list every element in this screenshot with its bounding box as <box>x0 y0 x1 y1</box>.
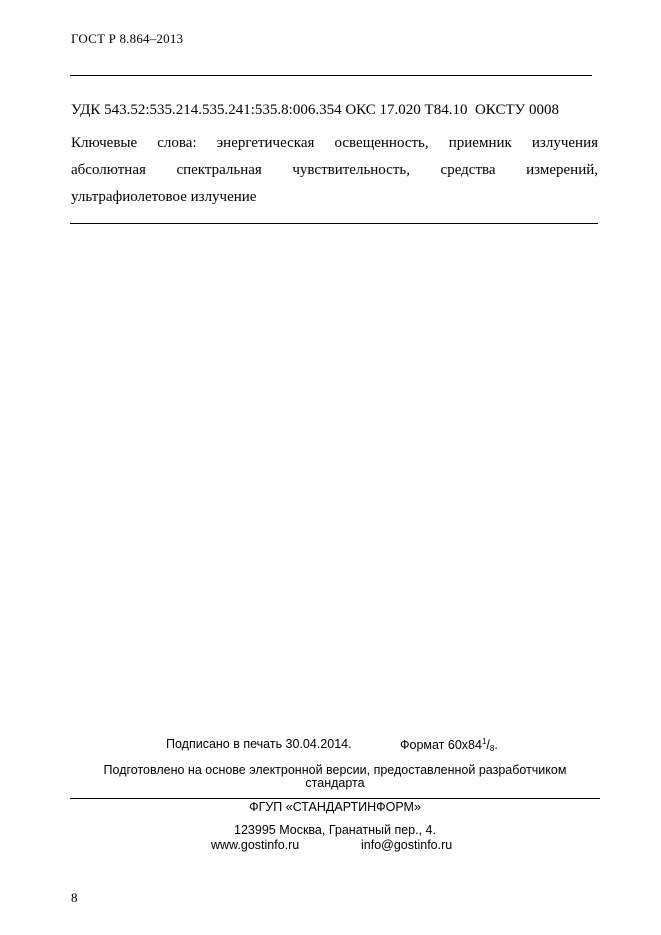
publisher-address: 123995 Москва, Гранатный пер., 4. <box>234 823 436 837</box>
imprint-divider <box>70 798 600 799</box>
keywords-line-2: абсолютная спектральная чувствительность, средства измерений, <box>71 162 598 178</box>
keywords-line-3: ультрафиолетовое излучение <box>71 189 257 205</box>
format-suffix: . <box>494 738 498 752</box>
classification-codes: УДК 543.52:535.214.535.241:535.8:006.354 ОКС 17.020 Т84.10 ОКСТУ 0008 <box>71 102 559 118</box>
keywords-divider <box>70 223 598 224</box>
prepared-note-line-2: стандарта <box>305 776 365 790</box>
publisher-name: ФГУП «СТАНДАРТИНФОРМ» <box>249 800 421 814</box>
keywords-line-1: Ключевые слова: энергетическая освещенность, приемник излучения <box>71 135 598 151</box>
signed-for-print: Подписано в печать 30.04.2014. <box>166 737 352 751</box>
format-separator: / <box>486 738 490 752</box>
publisher-email: info@gostinfo.ru <box>361 838 453 852</box>
standard-code-header: ГОСТ Р 8.864–2013 <box>71 31 184 46</box>
format-numerator: 1 <box>481 737 487 746</box>
page-number: 8 <box>71 890 78 905</box>
format-denominator: 8 <box>489 744 495 753</box>
format-prefix: Формат 60x84 <box>400 738 482 752</box>
keywords-block <box>71 130 598 211</box>
header-divider <box>70 75 592 76</box>
prepared-note-line-1: Подготовлено на основе электронной версии, предоставленной разработчиком <box>103 763 567 777</box>
paper-format <box>400 737 498 753</box>
publisher-website: www.gostinfo.ru <box>211 838 300 852</box>
prepared-note <box>70 764 600 790</box>
